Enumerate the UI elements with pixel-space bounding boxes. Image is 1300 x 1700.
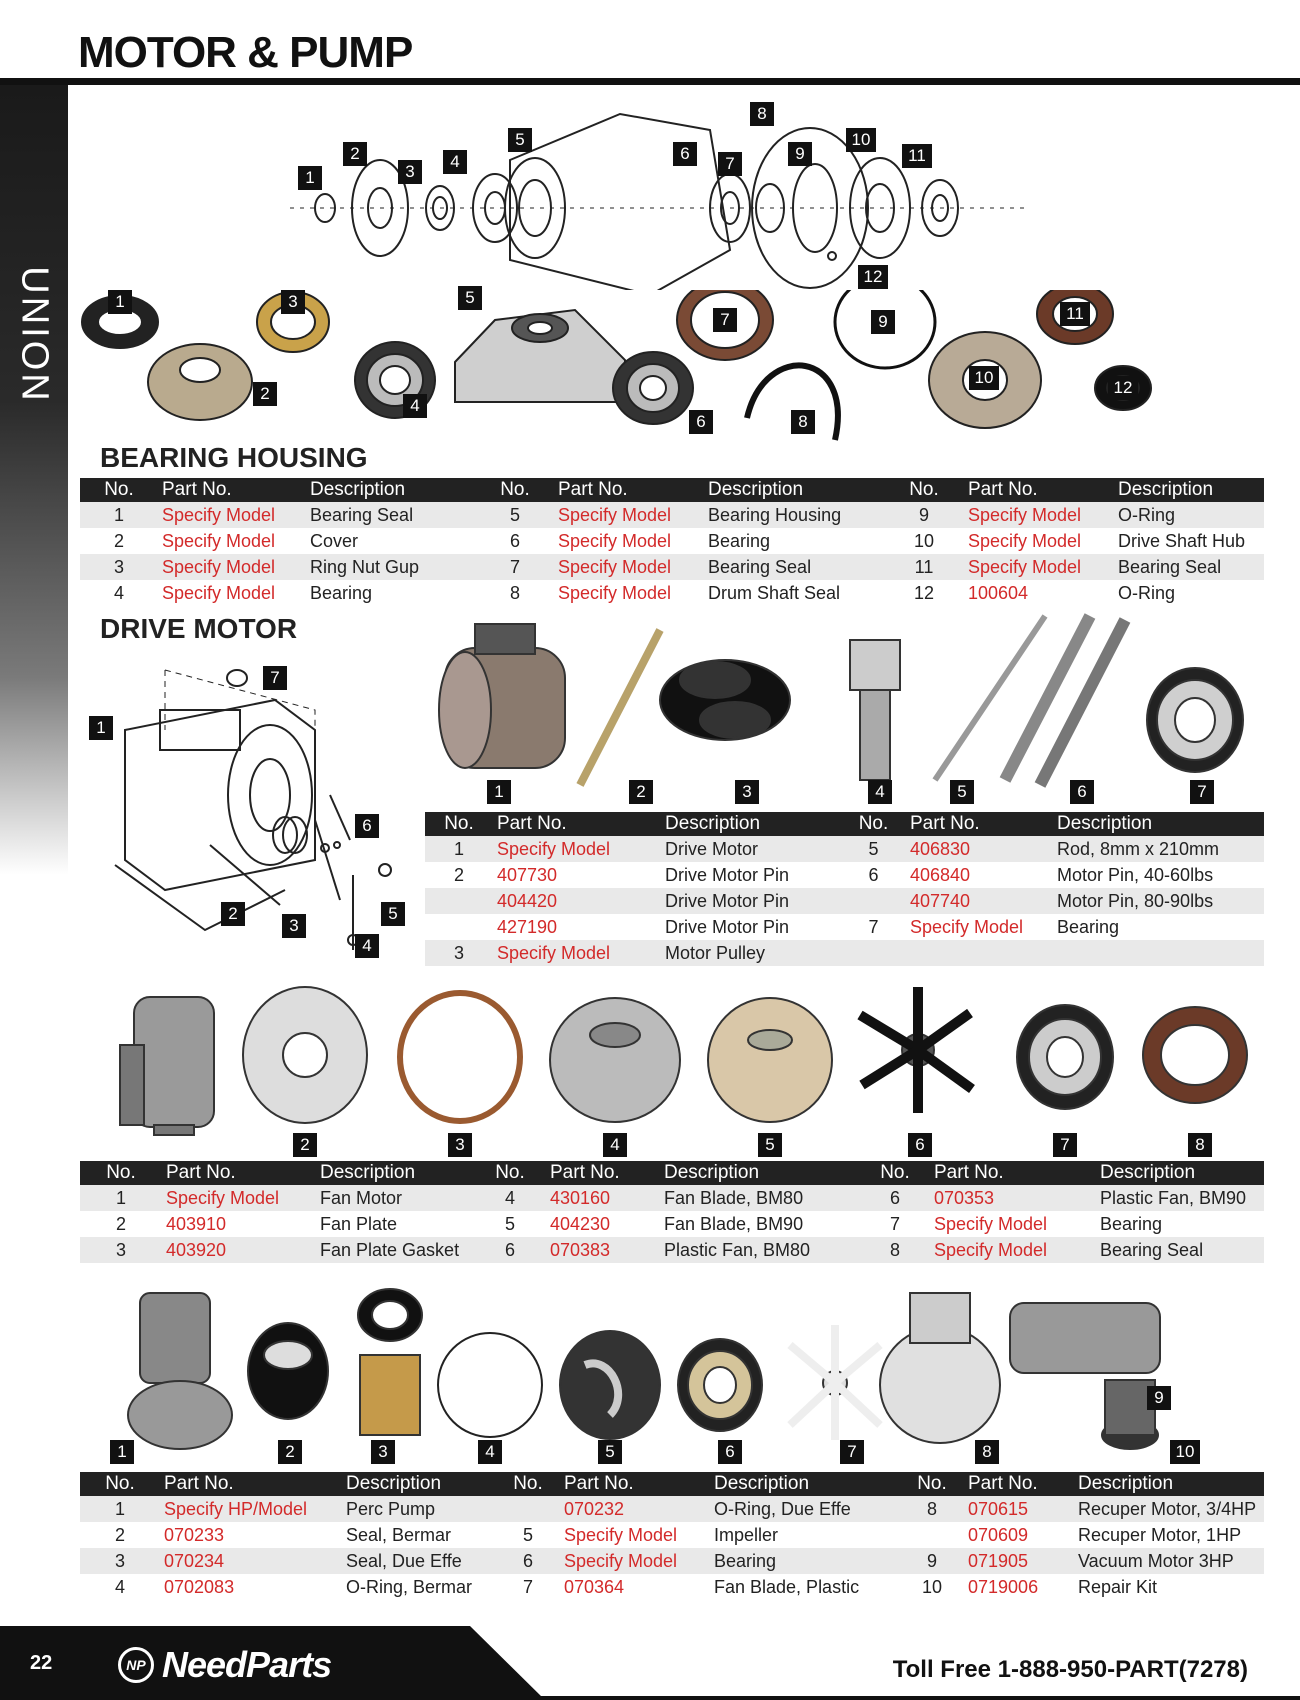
photo-label: 4 (603, 1133, 627, 1157)
part-number[interactable]: 070364 (564, 1576, 625, 1597)
photo-label: 8 (791, 410, 815, 434)
item-no: 8 (900, 1496, 964, 1522)
diagram-label: 4 (355, 934, 379, 958)
diagram-label: 5 (381, 902, 405, 926)
item-no: 2 (453, 864, 464, 885)
item-no: 9 (884, 502, 964, 528)
photo-label: 2 (293, 1133, 317, 1157)
photo-label: 9 (871, 310, 895, 334)
photo-label: 2 (253, 382, 277, 406)
part-number[interactable]: 406840 (910, 864, 971, 885)
part-description: Recuper Motor, 3/4HP (1074, 1496, 1264, 1522)
column-header: Part No. (560, 1472, 710, 1496)
part-number[interactable]: 427190 (497, 916, 558, 937)
part-description: Bearing Seal (704, 554, 884, 580)
diagram-label: 6 (355, 814, 379, 838)
table-row (80, 580, 1264, 606)
photo-label: 7 (1190, 780, 1214, 804)
photo-label: 3 (371, 1440, 395, 1464)
photo-label: 12 (1108, 376, 1138, 400)
part-number[interactable]: Specify Model (910, 916, 1024, 937)
item-no: 1 (80, 1185, 162, 1211)
column-header: Part No. (554, 478, 704, 502)
part-number[interactable]: Specify Model (930, 1237, 1096, 1263)
column-header: Description (306, 478, 476, 502)
item-no: 6 (509, 530, 520, 551)
page-title: MOTOR & PUMP (78, 28, 413, 77)
item-no: 8 (509, 582, 520, 603)
part-number[interactable]: 403920 (162, 1237, 316, 1263)
table-header-row (80, 478, 1264, 502)
diagram-label: 7 (263, 666, 287, 690)
part-description: Drive Motor Pin (665, 864, 790, 885)
bearing-housing-diagram-icon (290, 100, 1050, 290)
diagram-label: 3 (398, 160, 422, 184)
table-row (80, 1211, 1264, 1237)
column-header: Description (1096, 1161, 1264, 1185)
photo-label: 1 (108, 290, 132, 314)
part-description: Fan Blade, Plastic (714, 1576, 860, 1597)
part-number[interactable]: Specify Model (964, 502, 1114, 528)
table-row (80, 1522, 1264, 1548)
part-description: Bearing (1100, 1213, 1163, 1234)
diagram-label: 2 (221, 902, 245, 926)
part-description: Fan Plate (320, 1213, 398, 1234)
part-description: Bearing (1057, 916, 1120, 937)
part-description: Repair Kit (1078, 1576, 1158, 1597)
item-no: 4 (114, 1576, 125, 1597)
diagram-label: 8 (750, 102, 774, 126)
table-row (425, 862, 1264, 888)
item-no: 2 (115, 1213, 126, 1234)
photo-label: 4 (478, 1440, 502, 1464)
column-header: No. (884, 478, 964, 502)
diagram-label: 1 (298, 166, 322, 190)
item-no: 7 (522, 1576, 533, 1597)
bearing-housing-photos (75, 290, 1275, 450)
part-number[interactable]: 070353 (930, 1185, 1096, 1211)
item-no (425, 914, 493, 940)
part-description: O-Ring, Bermar (346, 1576, 473, 1597)
item-no: 10 (913, 530, 935, 551)
column-header: Part No. (493, 812, 661, 836)
item-no: 5 (841, 836, 906, 862)
item-no (900, 1522, 964, 1548)
item-no: 3 (80, 1548, 160, 1574)
column-header: Description (316, 1161, 474, 1185)
item-no: 8 (860, 1237, 930, 1263)
part-number[interactable]: Specify Model (493, 940, 661, 966)
diagram-label: 10 (846, 128, 876, 152)
table-header-row (80, 1472, 1264, 1496)
part-number[interactable]: Specify Model (554, 502, 704, 528)
part-number[interactable]: Specify Model (162, 1185, 316, 1211)
part-description: Drive Shaft Hub (1118, 530, 1246, 551)
item-no: 6 (868, 864, 879, 885)
item-no: 6 (496, 1548, 560, 1574)
diagram-label: 3 (282, 914, 306, 938)
part-number[interactable]: Specify Model (564, 1524, 678, 1545)
table-header-row (425, 812, 1264, 836)
column-header: No. (841, 812, 906, 836)
part-number[interactable]: 070609 (968, 1524, 1029, 1545)
perc-pump-photos-icon (110, 1275, 1270, 1465)
part-number[interactable]: 404420 (493, 888, 661, 914)
fan-motor-photos-icon (110, 985, 1270, 1155)
part-description: Recuper Motor, 1HP (1078, 1524, 1242, 1545)
perc-pump-photos (110, 1275, 1270, 1465)
item-no: 1 (80, 1496, 160, 1522)
part-description: Bearing Seal (1114, 554, 1264, 580)
column-header: No. (900, 1472, 964, 1496)
item-no: 3 (80, 1237, 162, 1263)
part-description: Ring Nut Gup (306, 554, 476, 580)
item-no: 5 (504, 1213, 515, 1234)
table-row (80, 502, 1264, 528)
photo-label: 5 (458, 286, 482, 310)
bearing-housing-exploded-diagram (290, 100, 1050, 290)
column-header: Part No. (546, 1161, 660, 1185)
column-header: Part No. (162, 1161, 316, 1185)
diagram-label: 9 (788, 142, 812, 166)
part-number[interactable]: 0719006 (968, 1576, 1039, 1597)
column-header: No. (425, 812, 493, 836)
part-number[interactable]: Specify Model (558, 582, 672, 603)
part-number[interactable]: Specify Model (493, 836, 661, 862)
column-header: Part No. (158, 478, 306, 502)
item-no: 5 (476, 502, 554, 528)
column-header: Description (704, 478, 884, 502)
page-number: 22 (30, 1652, 53, 1674)
part-number[interactable] (906, 940, 1053, 966)
fan-motor-photos (110, 985, 1270, 1155)
photo-label: 11 (1060, 302, 1090, 326)
part-description: Bearing Seal (1096, 1237, 1264, 1263)
part-number[interactable]: 404230 (550, 1213, 611, 1234)
part-number[interactable]: 407740 (906, 888, 1053, 914)
part-description: Seal, Due Effe (342, 1548, 496, 1574)
part-number[interactable]: Specify HP/Model (160, 1496, 342, 1522)
item-no: 2 (113, 530, 124, 551)
diagram-label: 4 (443, 150, 467, 174)
part-number[interactable]: Specify Model (158, 502, 306, 528)
photo-label: 5 (950, 780, 974, 804)
part-number[interactable]: 070232 (560, 1496, 710, 1522)
diagram-label: 12 (858, 265, 888, 289)
item-no: 7 (868, 916, 879, 937)
part-description: Cover (310, 530, 359, 551)
drive-motor-photos (425, 610, 1275, 805)
part-description: Motor Pin, 80-90lbs (1053, 888, 1264, 914)
column-header: Description (1114, 478, 1264, 502)
drive-motor-heading: DRIVE MOTOR (100, 613, 298, 644)
toll-free-number[interactable]: Toll Free 1-888-950-PART(7278) (892, 1656, 1248, 1683)
item-no: 1 (425, 836, 493, 862)
table-row (80, 1185, 1264, 1211)
part-number[interactable]: Specify Model (934, 1213, 1048, 1234)
photo-label: 8 (1188, 1133, 1212, 1157)
column-header: Part No. (930, 1161, 1096, 1185)
item-no: 5 (522, 1524, 533, 1545)
photo-label: 2 (278, 1440, 302, 1464)
photo-label: 10 (1170, 1440, 1200, 1464)
part-number[interactable]: Specify Model (158, 554, 306, 580)
diagram-label: 6 (673, 142, 697, 166)
photo-label: 6 (689, 410, 713, 434)
item-no: 10 (921, 1576, 943, 1597)
part-number[interactable]: 070615 (964, 1496, 1074, 1522)
part-description: Drum Shaft Seal (708, 582, 841, 603)
column-header: Description (661, 812, 841, 836)
photo-label: 1 (487, 780, 511, 804)
item-no: 4 (113, 582, 124, 603)
table-row (425, 940, 1264, 966)
part-number[interactable]: Specify Model (162, 530, 276, 551)
part-description: Impeller (714, 1524, 779, 1545)
item-no: 12 (913, 582, 935, 603)
part-description: Bearing (710, 1548, 900, 1574)
part-description: Fan Blade, BM90 (664, 1213, 804, 1234)
photo-label: 6 (1070, 780, 1094, 804)
table-row (425, 888, 1264, 914)
column-header: No. (474, 1161, 546, 1185)
part-number[interactable]: Specify Model (964, 554, 1114, 580)
logo-text: NeedParts (162, 1644, 332, 1685)
part-description: O-Ring (1118, 582, 1176, 603)
item-no: 7 (476, 554, 554, 580)
drive-motor-diagram-icon (85, 650, 415, 960)
photo-label: 2 (629, 780, 653, 804)
table-row (425, 836, 1264, 862)
column-header: Description (1074, 1472, 1264, 1496)
part-number[interactable]: 070383 (546, 1237, 660, 1263)
photo-label: 6 (718, 1440, 742, 1464)
side-tab-label: UNION (13, 266, 56, 404)
photo-label: 3 (735, 780, 759, 804)
photo-label: 4 (868, 780, 892, 804)
part-description: Bearing (708, 530, 771, 551)
part-description (1053, 940, 1264, 966)
photo-label: 5 (598, 1440, 622, 1464)
item-no: 7 (889, 1213, 900, 1234)
column-header: No. (80, 1472, 160, 1496)
part-description: Rod, 8mm x 210mm (1053, 836, 1264, 862)
item-no: 6 (474, 1237, 546, 1263)
part-number[interactable]: 0702083 (164, 1576, 235, 1597)
table-row (80, 1237, 1264, 1263)
diagram-label: 2 (343, 142, 367, 166)
column-header: No. (80, 478, 158, 502)
part-description: Plastic Fan, BM90 (1096, 1185, 1264, 1211)
column-header: Part No. (160, 1472, 342, 1496)
diagram-label: 11 (902, 144, 932, 168)
photo-label: 7 (840, 1440, 864, 1464)
photo-label: 9 (1147, 1386, 1171, 1410)
part-number[interactable]: Specify Model (554, 554, 704, 580)
column-header: Part No. (906, 812, 1053, 836)
needparts-logo-icon: NP (118, 1647, 154, 1683)
part-number[interactable]: 070233 (164, 1524, 225, 1545)
drive-motor-exploded-diagram (85, 650, 415, 960)
part-description: Seal, Bermar (346, 1524, 452, 1545)
part-description: Bearing Housing (704, 502, 884, 528)
part-number[interactable]: 430160 (546, 1185, 660, 1211)
drive-motor-photos-icon (425, 610, 1275, 805)
part-number[interactable]: 406830 (906, 836, 1053, 862)
part-description: Fan Plate Gasket (316, 1237, 474, 1263)
diagram-label: 5 (508, 128, 532, 152)
part-description: Drive Motor (661, 836, 841, 862)
part-number[interactable]: Specify Model (560, 1548, 710, 1574)
part-number[interactable]: Specify Model (558, 530, 672, 551)
part-description: Fan Motor (316, 1185, 474, 1211)
part-number[interactable]: 071905 (964, 1548, 1074, 1574)
part-number[interactable]: 403910 (166, 1213, 227, 1234)
item-no (496, 1496, 560, 1522)
column-header: Description (342, 1472, 496, 1496)
bearing-housing-heading: BEARING HOUSING (100, 442, 368, 473)
part-description: Bearing Seal (306, 502, 476, 528)
item-no (841, 888, 906, 914)
photo-label: 5 (758, 1133, 782, 1157)
photo-label: 8 (975, 1440, 999, 1464)
part-description: Perc Pump (342, 1496, 496, 1522)
photo-label: 3 (448, 1133, 472, 1157)
part-number[interactable]: Specify Model (968, 530, 1082, 551)
column-header: Part No. (964, 478, 1114, 502)
column-header: No. (860, 1161, 930, 1185)
photo-label: 6 (908, 1133, 932, 1157)
fan-motor-table (80, 1161, 1264, 1263)
item-no: 6 (860, 1185, 930, 1211)
photo-label: 10 (969, 366, 999, 390)
part-description: Fan Blade, BM80 (660, 1185, 860, 1211)
item-no: 4 (474, 1185, 546, 1211)
part-number[interactable]: Specify Model (162, 582, 276, 603)
column-header: No. (80, 1161, 162, 1185)
part-description: Drive Motor Pin (665, 916, 790, 937)
item-no: 3 (80, 554, 158, 580)
item-no: 3 (425, 940, 493, 966)
side-tab (0, 85, 68, 875)
title-rule (0, 78, 1300, 85)
part-number[interactable]: 407730 (497, 864, 558, 885)
bearing-housing-table (80, 478, 1264, 606)
item-no (841, 940, 906, 966)
table-row (80, 1574, 1264, 1600)
column-header: Description (1053, 812, 1264, 836)
part-number[interactable]: 100604 (968, 582, 1029, 603)
photo-label: 3 (281, 290, 305, 314)
item-no: 1 (80, 502, 158, 528)
item-no: 9 (900, 1548, 964, 1574)
bearing-housing-photos-icon (75, 290, 1275, 450)
column-header: No. (476, 478, 554, 502)
column-header: Description (660, 1161, 860, 1185)
part-description: Bearing (310, 582, 373, 603)
column-header: Part No. (964, 1472, 1074, 1496)
part-number[interactable]: 070234 (160, 1548, 342, 1574)
table-row (425, 914, 1264, 940)
table-row (80, 1496, 1264, 1522)
needparts-logo[interactable] (118, 1644, 331, 1686)
photo-label: 4 (403, 394, 427, 418)
table-row (80, 528, 1264, 554)
column-header: Description (710, 1472, 900, 1496)
part-description: Plastic Fan, BM80 (660, 1237, 860, 1263)
column-header: No. (496, 1472, 560, 1496)
part-description: Drive Motor Pin (661, 888, 841, 914)
perc-pump-table (80, 1472, 1264, 1600)
part-description: Motor Pulley (661, 940, 841, 966)
diagram-label: 7 (718, 152, 742, 176)
drive-motor-table (425, 812, 1264, 966)
item-no (425, 888, 493, 914)
part-description: Vacuum Motor 3HP (1074, 1548, 1264, 1574)
table-row (80, 1548, 1264, 1574)
diagram-label: 1 (89, 716, 113, 740)
table-header-row (80, 1161, 1264, 1185)
part-description: Motor Pin, 40-60lbs (1057, 864, 1214, 885)
photo-label: 7 (713, 308, 737, 332)
item-no: 11 (884, 554, 964, 580)
photo-label: 7 (1053, 1133, 1077, 1157)
part-description: O-Ring (1114, 502, 1264, 528)
item-no: 2 (114, 1524, 125, 1545)
table-row (80, 554, 1264, 580)
photo-label: 1 (110, 1440, 134, 1464)
part-description: O-Ring, Due Effe (710, 1496, 900, 1522)
